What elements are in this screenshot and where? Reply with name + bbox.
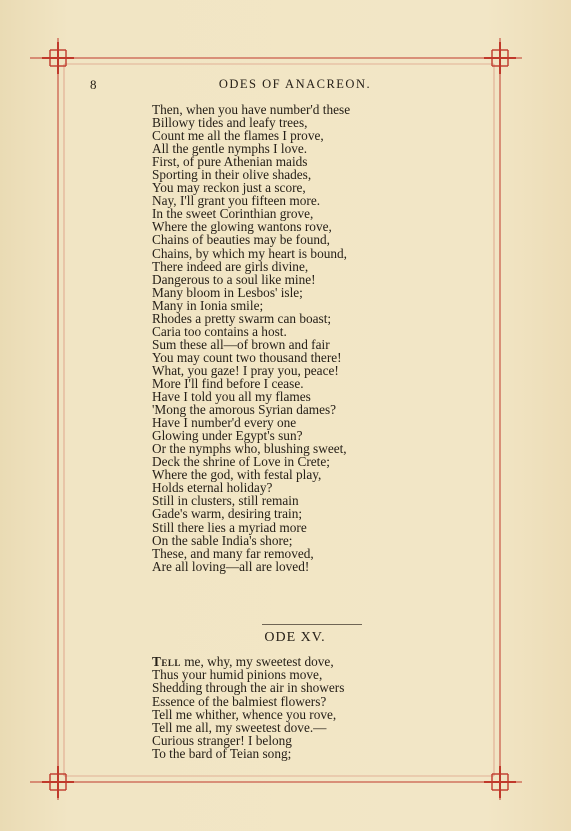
poem-line: Count me all the flames I prove, — [152, 128, 324, 144]
poem-line: First, of pure Athenian maids — [152, 154, 308, 170]
poem-line: Still in clusters, still remain — [152, 493, 299, 509]
poem-line: Where the god, with festal play, — [152, 467, 322, 483]
poem-line: More I'll find before I cease. — [152, 375, 304, 391]
poem-line: Where the glowing wantons rove, — [152, 219, 332, 235]
corner-ornament-bottom-right — [484, 766, 516, 798]
poem-line: Still there lies a myriad more — [152, 519, 307, 535]
poem-line: Have I told you all my flames — [152, 389, 311, 405]
poem-line: Many in Ionia smile; — [152, 297, 264, 313]
poem-line: Curious stranger! I belong — [152, 733, 292, 749]
poem-line: You may reckon just a score, — [152, 180, 306, 196]
poem-line: Chains, by which my heart is bound, — [152, 245, 347, 261]
poem-line: To the bard of Teian song; — [152, 746, 292, 762]
poem-line: There indeed are girls divine, — [152, 258, 309, 274]
poem-line: Deck the shrine of Love in Crete; — [152, 454, 330, 470]
corner-ornament-bottom-left — [42, 766, 74, 798]
opening-line-rest: me, why, my sweetest dove, — [180, 654, 334, 669]
page-number: 8 — [90, 77, 97, 92]
corner-ornament-top-right — [484, 42, 516, 74]
poem-line: Tell me all, my sweetest dove.— — [152, 719, 327, 735]
poem-line: Sum these all—of brown and fair — [152, 336, 330, 352]
poem-line: Billowy tides and leafy trees, — [152, 115, 308, 131]
section-divider — [262, 624, 362, 625]
poem-line: Are all loving—all are loved! — [152, 558, 310, 574]
poem-line: Shedding through the air in showers — [152, 680, 345, 696]
poem-line: Holds eternal holiday? — [152, 480, 273, 496]
poem-line: Sporting in their olive shades, — [152, 167, 312, 183]
poem-line: These, and many far removed, — [152, 545, 314, 561]
ode-xv-text — [152, 655, 422, 761]
corner-ornament-top-left — [42, 42, 74, 74]
ode-title: ODE XV. — [264, 630, 326, 645]
running-head — [0, 77, 571, 97]
running-title: ODES OF ANACREON. — [218, 77, 372, 91]
poem-line: Caria too contains a host. — [152, 323, 287, 339]
poem-line: In the sweet Corinthian grove, — [152, 206, 314, 222]
poem-line: Or the nymphs who, blushing sweet, — [152, 441, 347, 457]
poem-line: You may count two thousand there! — [152, 349, 342, 365]
poem-line: Many bloom in Lesbos' isle; — [152, 284, 303, 300]
poem-line: Rhodes a pretty swarm can boast; — [152, 310, 332, 326]
poem-line: On the sable India's shore; — [152, 532, 293, 548]
poem-continued — [152, 103, 422, 573]
poem-line: Then, when you have number'd these — [152, 102, 351, 117]
poem-line: Tell me whither, whence you rove, — [152, 706, 337, 722]
opening-word: Tell — [152, 654, 181, 669]
poem-line: All the gentle nymphs I love. — [152, 141, 308, 157]
poem-line: Thus your humid pinions move, — [152, 667, 323, 683]
poem-line: 'Mong the amorous Syrian dames? — [152, 402, 337, 418]
poem-line: Glowing under Egypt's sun? — [152, 428, 303, 444]
poem-line: Chains of beauties may be found, — [152, 232, 330, 248]
poem-line: Dangerous to a soul like mine! — [152, 271, 316, 287]
poem-line: What, you gaze! I pray you, peace! — [152, 362, 339, 378]
poem-line: Nay, I'll grant you fifteen more. — [152, 193, 321, 209]
poem-line: Have I number'd every one — [152, 415, 297, 431]
poem-line: Essence of the balmiest flowers? — [152, 693, 327, 709]
poem-line: Gade's warm, desiring train; — [152, 506, 303, 522]
